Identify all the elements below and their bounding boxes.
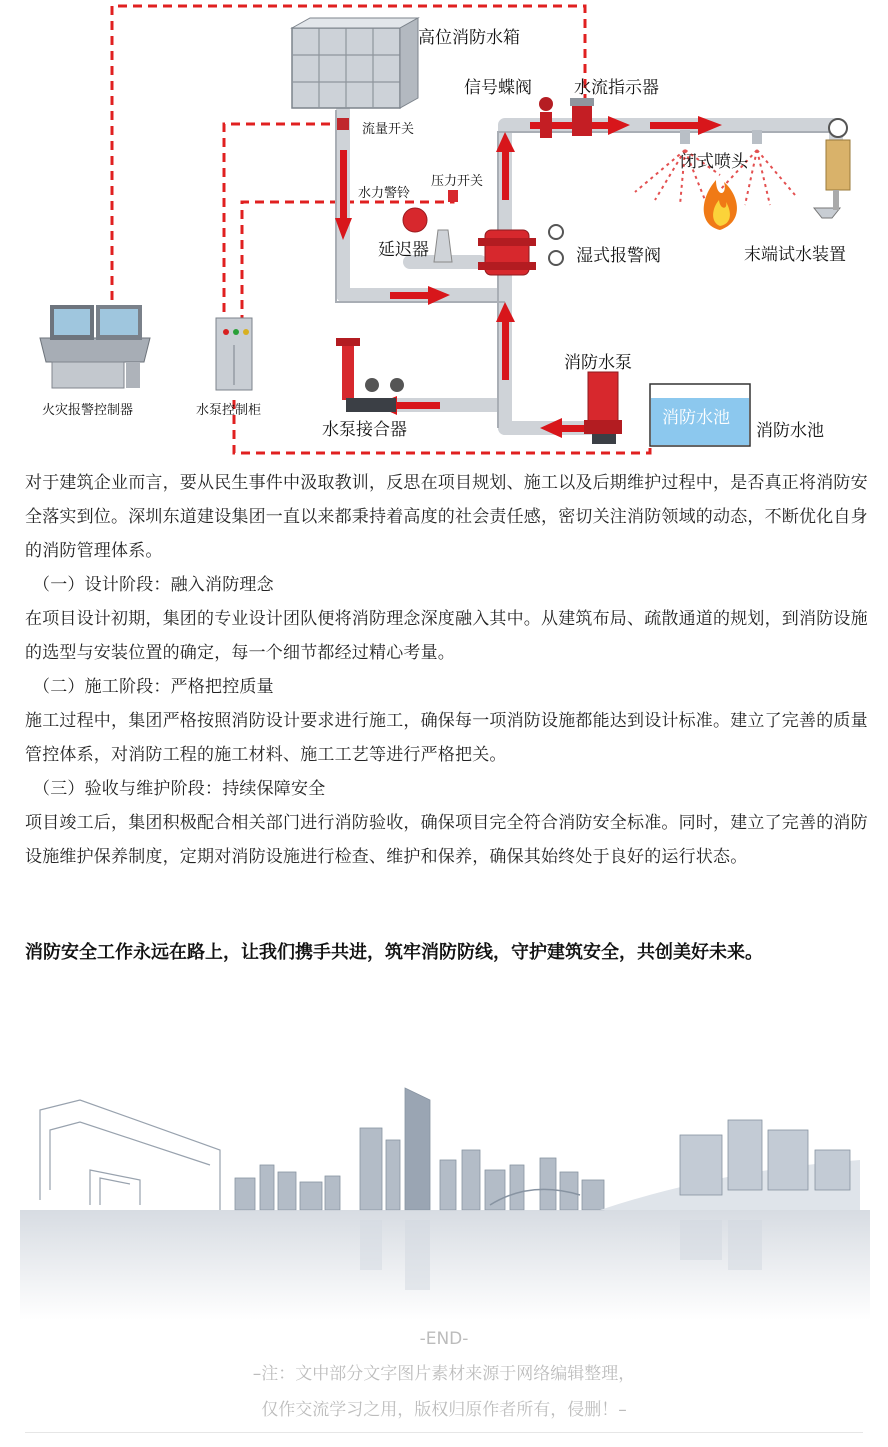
pump-connector-icon [336, 338, 404, 412]
footer [0, 1322, 888, 1428]
flow-switch-label: 流量开关 [362, 122, 415, 137]
fire-alarm-controller-label: 火灾报警控制器 [42, 403, 134, 418]
pump-cabinet-icon [216, 318, 252, 390]
fire-pump-label: 消防水泵 [564, 353, 632, 373]
end-test-label: 末端试水装置 [744, 245, 846, 265]
fire-icon [704, 180, 737, 230]
retard-chamber-icon [434, 230, 452, 262]
retard-chamber-label: 延迟器 [378, 240, 429, 260]
pool-label: 消防水池 [756, 421, 824, 441]
flow-switch-icon [337, 118, 349, 130]
closed-sprinkler-label: 闭式喷头 [680, 152, 748, 172]
copyright-note-line1: –注：文中部分文字图片素材来源于网络编辑整理， [252, 1364, 636, 1384]
article-body [25, 466, 875, 874]
pool-inside-label: 消防水池 [662, 408, 730, 428]
section-body: 施工过程中，集团严格按照消防设计要求进行施工，确保每一项消防设施都能达到设计标准。建立了完善的质量管控体系，对消防工程的施工材料、施工工艺等进行严格把关。 [25, 711, 868, 765]
section-heading: （三）验收与维护阶段：持续保障安全 [33, 779, 326, 799]
flow-indicator-label: 水流指示器 [574, 78, 659, 98]
pump-cabinet-label: 水泵控制柜 [196, 403, 262, 418]
footer-divider [25, 1432, 863, 1433]
section-body: 在项目设计初期，集团的专业设计团队便将消防理念深度融入其中。从建筑布局、疏散通道的规划，到消防设施的选型与安装位置的确定，每一个细节都经过精心考量。 [25, 609, 868, 663]
section-body: 项目竣工后，集团积极配合相关部门进行消防验收，确保项目完全符合消防安全标准。同时，建立了完善的消防设施维护保养制度，定期对消防设施进行检查、维护和保养，确保其始终处于良好的运行状态。 [25, 813, 868, 867]
signal-valve-icon [539, 97, 553, 138]
pressure-switch-icon [448, 190, 458, 202]
water-tank-icon [292, 18, 418, 108]
end-marker: -END- [419, 1329, 469, 1349]
section-heading: （一）设计阶段：融入消防理念 [33, 575, 274, 595]
fire-alarm-controller-icon [40, 305, 150, 388]
pump-connector-label: 水泵接合器 [322, 420, 407, 440]
closing-paragraph: 消防安全工作永远在路上，让我们携手共进，筑牢消防防线，守护建筑安全，共创美好未来。 [25, 942, 763, 963]
wet-alarm-valve-icon [478, 225, 563, 275]
tank-label: 高位消防水箱 [418, 28, 520, 48]
fire-pump-icon [584, 372, 622, 444]
copyright-note-line2: 仅作交流学习之用，版权归原作者所有，侵删！– [261, 1400, 627, 1420]
flow-indicator-icon [570, 98, 594, 136]
city-skyline-illustration [20, 1080, 870, 1320]
water-gong-icon [403, 208, 427, 232]
sprinkler-system-diagram [0, 0, 888, 460]
water-gong-label: 水力警铃 [358, 186, 411, 201]
signal-valve-label: 信号蝶阀 [464, 78, 532, 98]
pressure-switch-label: 压力开关 [431, 174, 484, 189]
section-heading: （二）施工阶段：严格把控质量 [33, 677, 274, 697]
intro-paragraph: 对于建筑企业而言，要从民生事件中汲取教训，反思在项目规划、施工以及后期维护过程中，是否真正将消防安全落实到位。深圳东道建设集团一直以来都秉持着高度的社会责任感，密切关注消防领域的动态，不断优化自身的消防管理体系。 [25, 473, 868, 561]
wet-alarm-valve-label: 湿式报警阀 [576, 246, 661, 266]
end-test-icon [814, 119, 850, 218]
